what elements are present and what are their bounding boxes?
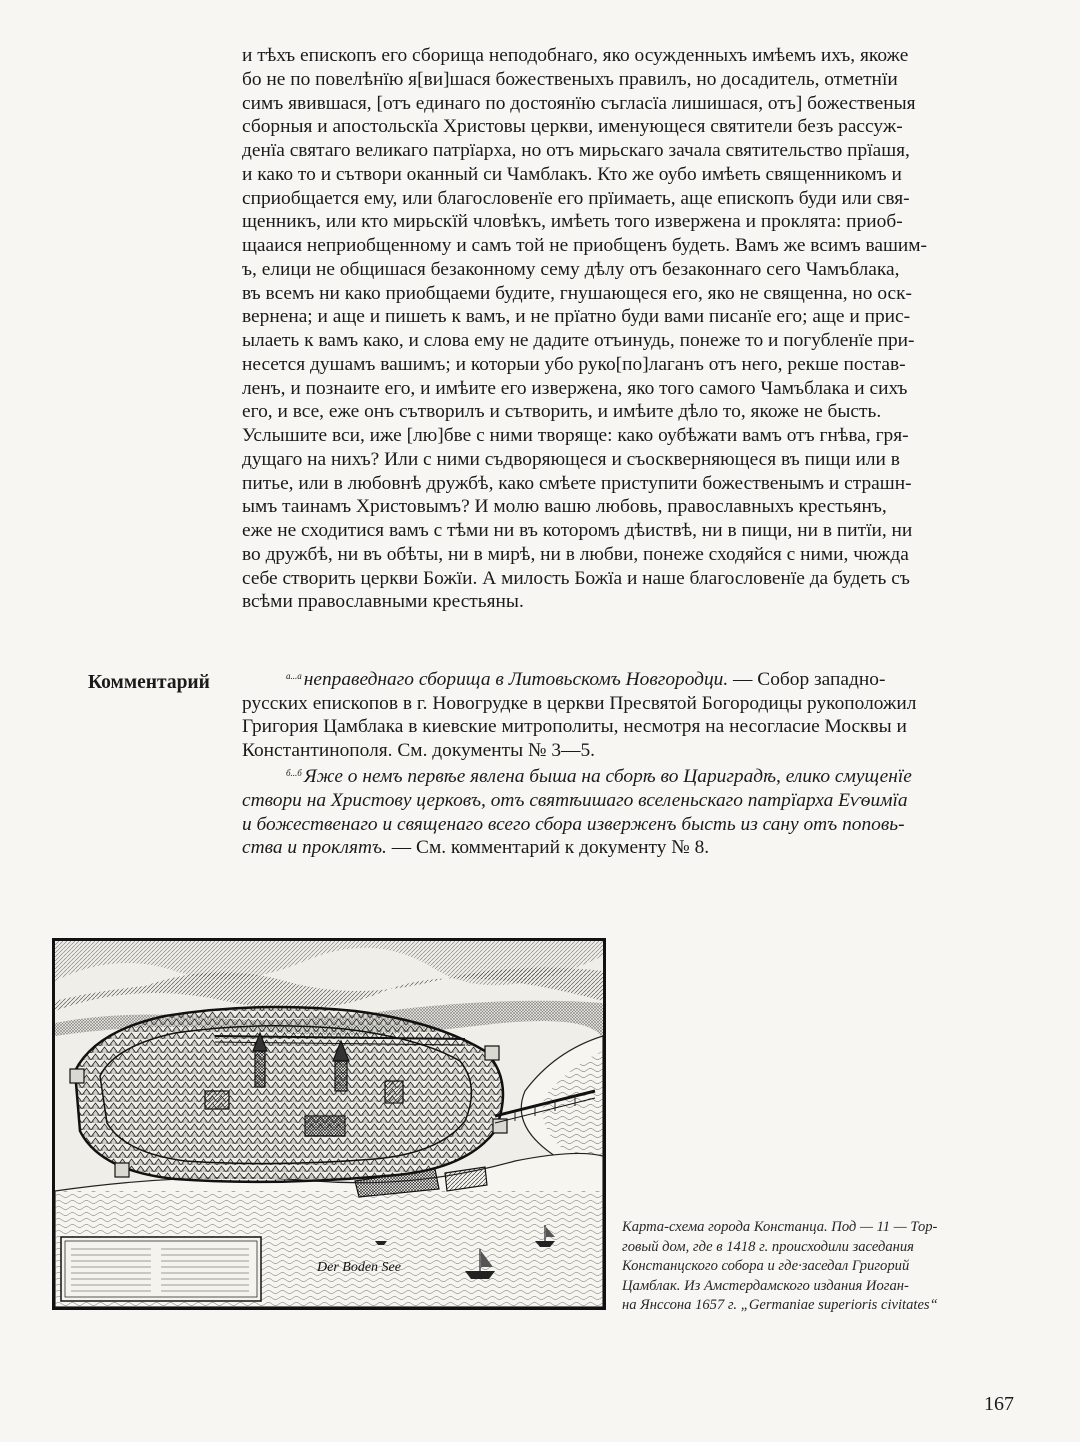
- main-text-line: его, и все, еже онъ сътворилъ и сътворить, и имѣите дѣло то, якоже не бысть.: [242, 401, 882, 423]
- caption-line: Карта-схема города Констанца. Под — 11 — Тор-: [622, 1219, 938, 1235]
- main-text-line: симъ явившася, [отъ единаго по достоянїю съгласїа лишишася, отъ] божественыя: [242, 92, 916, 114]
- note-a-quote: неправеднаго сборища в Литовьскомъ Новгородци.: [303, 669, 729, 690]
- note-b-last-line: [242, 836, 1028, 860]
- main-text-line: сборныя и апостольскїа Христовы церкви, именующеся святители безъ рассуж-: [242, 116, 903, 138]
- map-illustration: [55, 941, 603, 1307]
- note-a-line: русских епископов в г. Новогрудке в церкви Пресвятой Богородицы рукоположил: [242, 692, 917, 714]
- main-text-line: ленъ, и познаите его, и имѣите его извержена, яко того самого Чамъблака и сихъ: [242, 377, 908, 399]
- main-text-line: питье, или в любовнѣ дружбѣ, како смѣете приступити божественымъ и страшн-: [242, 472, 912, 494]
- main-text-line: и тѣхъ епископъ его сборища неподобнаго, яко осужденныхъ имѣемъ ихъ, якоже: [242, 45, 909, 66]
- main-text-line: въ всемъ ни како приобщаеми будите, гнушающеся его, яко не священна, но оск-: [242, 282, 913, 304]
- main-text-line: дущаго на нихъ? Или с ними съдворяющеся и съоскверняющеся въ пищи или в: [242, 448, 900, 470]
- main-text-line: и како то и сътвори оканный си Чамблакъ. Кто же оубо имѣеть священникомъ и: [242, 163, 902, 185]
- main-text-line: несется душамъ вашимъ; и которыи убо руко[по]лаганъ отъ него, рекше постав-: [242, 353, 906, 375]
- page-number: 167: [984, 1393, 1014, 1415]
- commentary-heading: Комментарий: [88, 672, 210, 693]
- note-a-text: — Собор западно-: [728, 669, 886, 690]
- caption-line: Констанцского собора и где·заседал Григорий: [622, 1258, 910, 1275]
- main-text-line: щенникъ, или кто мирьскїй чловѣкъ, имѣеть того извержена и проклята: приоб-: [242, 211, 903, 233]
- caption-line: Цамблак. Из Амстердамского издания Иоган-: [622, 1277, 909, 1294]
- main-text-line: сприобщается ему, или благословенїе его прїимаеть, аще епископъ буди или свя-: [242, 187, 910, 209]
- main-text-line: еже не сходитися вамъ с тѣми ни въ которомъ дѣиствѣ, ни в пищи, ни в питїи, ни: [242, 520, 913, 541]
- map-lake-label: Der Boden See: [317, 1260, 401, 1275]
- figure-caption: [622, 1218, 1028, 1316]
- note-b-marker: б...б: [286, 768, 302, 779]
- caption-line: на Янссона 1657 г. „Germaniae superioris civitates“: [622, 1297, 938, 1314]
- main-text-line: Услышите вси, иже [лю]бве с ними творяще: како оубѣжати вамъ отъ гнѣва, гря-: [242, 425, 909, 446]
- note-a-line: Константинополя. См. документы № 3—5.: [242, 739, 595, 761]
- constance-map-engraving: [52, 938, 606, 1310]
- main-text-line: бо не по повелѣнїю я[ви]шася божественыхъ правилъ, но досадитель, отметнїи: [242, 68, 898, 90]
- note-a-first-line: [242, 665, 1028, 692]
- main-text-line: себе створить церкви Божїи. А милость Божїа и наше благословенїе да будеть съ: [242, 567, 910, 589]
- note-a-line: Григория Цамблака в киевские митрополиты, несмотря на несогласие Москвы и: [242, 716, 907, 738]
- main-text: [242, 44, 1028, 614]
- main-text-line: во дружбѣ, ни въ обѣты, ни в мирѣ, ни в любви, понеже сходяйся с ними, чюжда: [242, 543, 909, 565]
- note-b-line: и божественаго и священаго всего сбора изверженъ бысть из сану отъ поповь-: [242, 813, 905, 835]
- main-text-line: ылаеть к вамъ како, и слова ему не дадите отъинудь, понеже то и погубленїе при-: [242, 330, 915, 351]
- main-text-line: щааися неприобщенному и самъ той не приобщенъ будеть. Вамъ же всимъ вашим-: [242, 235, 927, 256]
- note-b-text: — См. комментарий к документу № 8.: [386, 837, 710, 859]
- main-text-line: ымъ таинамъ Христовымъ? И молю вашю любовь, православныхъ крестьянъ,: [242, 496, 887, 518]
- commentary-notes: [242, 665, 1028, 860]
- main-text-line: всѣми православными крестьяны.: [242, 591, 524, 613]
- note-a-marker: а...а: [286, 671, 302, 681]
- main-text-line: вернена; и аще и пишеть к вамъ, и не прїатно буди вами писанїе его; аще и прис-: [242, 306, 911, 328]
- main-text-line: ъ, елици не общишася безаконному сему дѣлу отъ безаконнаго сего Чамъблака,: [242, 258, 900, 280]
- note-b-first-line: [242, 762, 1028, 789]
- note-b-line: створи на Христову церковъ, отъ святѣишаго вселеньскаго патрїарха Еѵѳимїа: [242, 789, 908, 811]
- main-text-line: денїа святаго великаго патрїарха, но отъ мирьскаго зачала святительство прїашя,: [242, 140, 910, 161]
- note-b-quote-end: ства и проклятъ.: [242, 837, 387, 859]
- caption-line: говый дом, где в 1418 г. происходили заседания: [622, 1238, 914, 1255]
- note-b-quote: Яже о немъ первѣе явлена быша на сборѣ во Цариградѣ, елико смущенїе: [303, 766, 912, 788]
